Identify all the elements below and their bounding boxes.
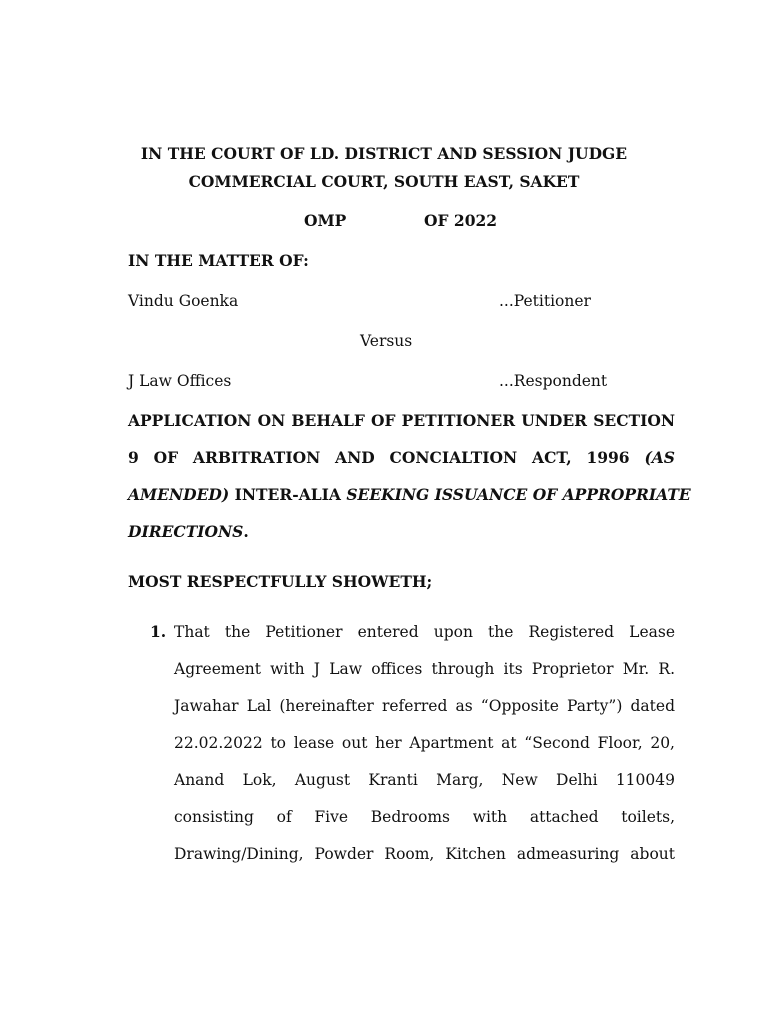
application-title-amended: AMENDED): [128, 485, 230, 504]
application-title-line2-text: 9 OF ARBITRATION AND CONCIALTION ACT, 1996: [128, 448, 630, 467]
application-title-inter-alia: INTER-ALIA: [234, 485, 341, 504]
application-title-as: (AS: [644, 448, 675, 467]
paragraph-1-line: consisting of Five Bedrooms with attached toilets,: [174, 808, 675, 826]
paragraph-1-line: That the Petitioner entered upon the Registered Lease: [174, 623, 675, 641]
petitioner-role: ...Petitioner: [499, 292, 591, 310]
application-title-line1: APPLICATION ON BEHALF OF PETITIONER UNDER SECTION: [128, 411, 675, 430]
matter-label: IN THE MATTER OF:: [128, 251, 309, 270]
versus-text: Versus: [360, 332, 413, 350]
application-title-line3: [128, 485, 691, 505]
petitioner-name: Vindu Goenka: [128, 292, 239, 310]
application-title-directions: DIRECTIONS: [128, 522, 244, 541]
paragraph-1-line: Anand Lok, August Kranti Marg, New Delhi 110049: [174, 771, 675, 789]
court-heading-line2: COMMERCIAL COURT, SOUTH EAST, SAKET: [188, 172, 580, 191]
paragraph-1-line: Jawahar Lal (hereinafter referred as “Opposite Party”) dated: [174, 697, 675, 715]
application-title-period: .: [243, 522, 249, 541]
paragraph-1-number: 1.: [150, 622, 167, 641]
court-heading-line1: IN THE COURT OF LD. DISTRICT AND SESSION JUDGE: [140, 144, 628, 163]
application-title-line4: [128, 522, 249, 542]
showeth-heading: MOST RESPECTFULLY SHOWETH;: [128, 572, 433, 591]
case-year: OF 2022: [424, 211, 498, 230]
paragraph-1-line: 22.02.2022 to lease out her Apartment at “Second Floor, 20,: [174, 734, 675, 752]
application-title-line2: [128, 448, 675, 468]
paragraph-1-line: Drawing/Dining, Powder Room, Kitchen admeasuring about: [174, 845, 675, 863]
respondent-name: J Law Offices: [128, 372, 232, 390]
application-title-seeking: SEEKING ISSUANCE OF APPROPRIATE: [346, 485, 691, 504]
respondent-role: ...Respondent: [499, 372, 608, 390]
case-type: OMP: [304, 211, 347, 230]
paragraph-1-line: Agreement with J Law offices through its Proprietor Mr. R.: [174, 660, 675, 678]
